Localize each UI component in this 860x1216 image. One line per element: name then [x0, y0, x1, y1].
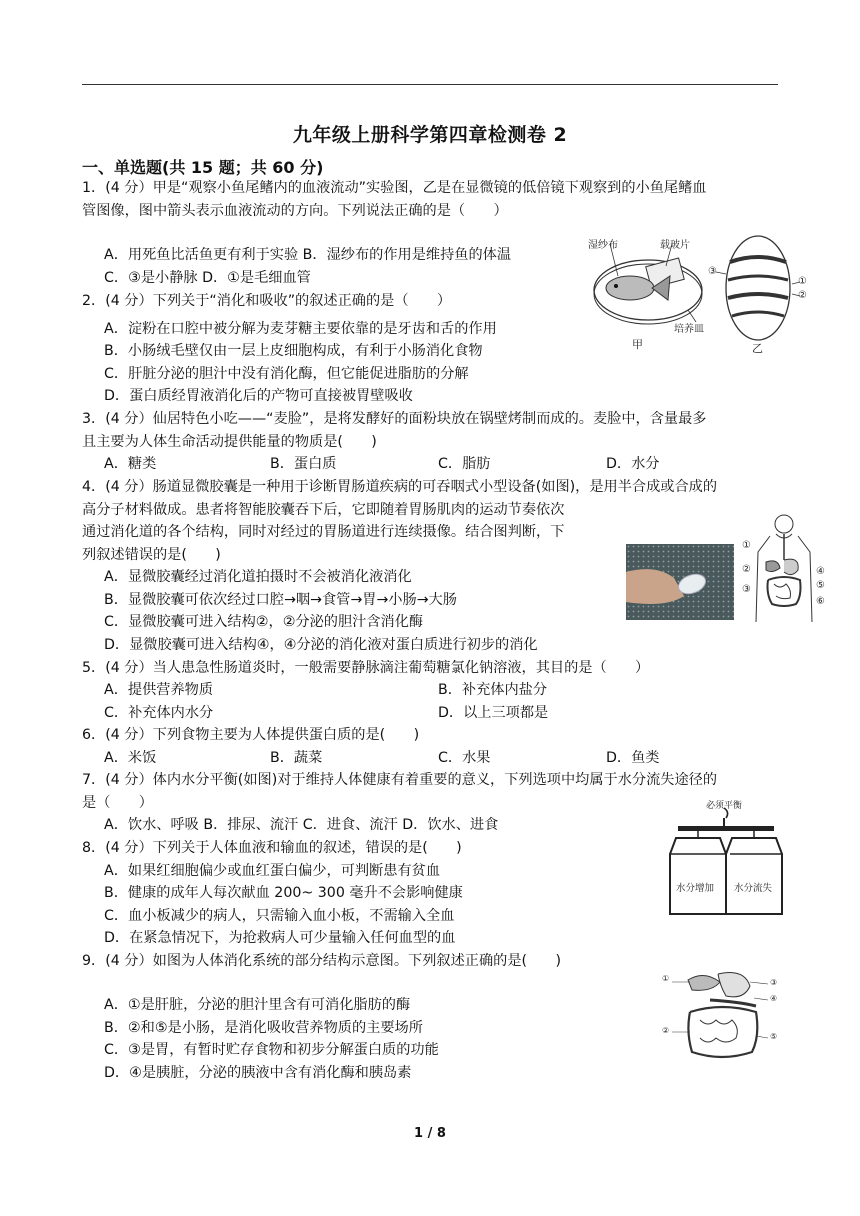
section-heading: 一、单选题(共 15 题；共 60 分)	[82, 158, 324, 177]
q4-capsule-photo	[626, 544, 734, 620]
q8-option-d: D．在紧急情况下，为抢救病人可少量输入任何血型的血	[104, 930, 456, 946]
q4-option-c: C．显微胶囊可进入结构②，②分泌的胆汁含消化酶	[104, 614, 424, 630]
q4-option-b: B．显微胶囊可依次经过口腔→咽→食管→胃→小肠→大肠	[104, 592, 457, 608]
q5-option-a: A．提供营养物质	[104, 682, 214, 698]
q2-option-a: A．淀粉在口腔中被分解为麦芽糖主要依靠的是牙齿和舌的作用	[104, 321, 497, 337]
q5-option-c: C．补充体内水分	[104, 705, 214, 721]
q1-figure-jia	[588, 232, 706, 350]
q7-options: A．饮水、呼吸 B．排尿、流汗 C．进食、流汗 D．饮水、进食	[104, 817, 499, 833]
q1-fig-label-wet-gauze: 湿纱布	[588, 240, 618, 251]
q2-stem: 2．(4 分）下列关于“消化和吸收”的叙述正确的是（ ）	[82, 293, 452, 309]
blood-vessel-illustration	[708, 232, 808, 354]
q4-stem-line2: 高分子材料做成。患者将智能胶囊吞下后，它即随着胃肠肌肉的运动节奏依次	[82, 502, 565, 518]
q9-fig-label-3: ③	[770, 978, 778, 987]
q7-stem-line2: 是（ ）	[82, 795, 153, 811]
q1-fig-label-dish: 培养皿	[674, 324, 704, 335]
q3-stem-line1: 3．(4 分）仙居特色小吃——“麦脸”，是将发酵好的面粉块放在锅壁烤制而成的。麦脸中，含量最多	[82, 411, 707, 427]
q5-option-b: B．补充体内盐分	[438, 682, 548, 698]
q6-option-d: D．鱼类	[606, 750, 660, 766]
q9-stem: 9．(4 分）如图为人体消化系统的部分结构示意图。下列叙述正确的是( )	[82, 953, 561, 969]
q3-option-d: D．水分	[606, 456, 660, 472]
q8-option-b: B．健康的成年人每次献血 200~ 300 毫升不会影响健康	[104, 885, 463, 901]
q1-fig-label-2: ②	[798, 290, 807, 301]
q9-fig-label-4: ④	[770, 994, 778, 1003]
q6-option-b: B．蔬菜	[270, 750, 323, 766]
q3-option-a: A．糖类	[104, 456, 157, 472]
q8-option-a: A．如果红细胞偏少或血红蛋白偏少，可判断患有贫血	[104, 863, 441, 879]
q1-fig-label-1: ①	[798, 276, 807, 287]
q9-option-d: D．④是胰脏，分泌的胰液中含有消化酶和胰岛素	[104, 1065, 412, 1081]
q7-fig-label-balance: 必须平衡	[706, 801, 743, 811]
q4-fig-label-1: ①	[742, 540, 751, 551]
q6-option-c: C．水果	[438, 750, 491, 766]
q4-option-a: A．显微胶囊经过消化道拍摄时不会被消化液消化	[104, 569, 412, 585]
page-title: 九年级上册科学第四章检测卷 2	[292, 124, 568, 146]
q9-fig-label-5: ⑤	[770, 1032, 778, 1041]
q4-digestive-body-diagram	[740, 512, 826, 628]
q4-fig-label-5: ⑤	[816, 580, 825, 591]
q7-balance-figure	[654, 796, 794, 926]
q4-fig-label-6: ⑥	[816, 596, 825, 607]
q8-stem: 8．(4 分）下列关于人体血液和输血的叙述，错误的是( )	[82, 840, 462, 856]
q9-option-a: A．①是肝脏，分泌的胆汁里含有可消化脂肪的酶	[104, 997, 411, 1013]
header-rule	[82, 84, 778, 85]
q1-figure-yi	[708, 232, 808, 354]
q1-options-line2: C．③是小静脉 D．①是毛细血管	[104, 270, 311, 286]
q4-fig-label-2: ②	[742, 564, 751, 575]
q1-stem-line2: 管图像，图中箭头表示血液流动的方向。下列说法正确的是（ ）	[82, 203, 508, 219]
q1-fig-label-jia: 甲	[632, 338, 643, 351]
q4-stem-line1: 4．(4 分）肠道显微胶囊是一种用于诊断胃肠道疾病的可吞咽式小型设备(如图)，是用半合成或合成的	[82, 479, 718, 495]
q2-option-c: C．肝脏分泌的胆汁中没有消化酶，但它能促进脂肪的分解	[104, 366, 469, 382]
q7-fig-label-water-loss: 水分流失	[734, 883, 773, 894]
q9-option-b: B．②和⑤是小肠，是消化吸收营养物质的主要场所	[104, 1020, 423, 1036]
q4-stem-line3: 通过消化道的各个结构，同时对经过的胃肠道进行连续摄像。结合图判断，下	[82, 524, 565, 540]
q6-stem: 6．(4 分）下列食物主要为人体提供蛋白质的是( )	[82, 727, 420, 743]
q1-fig-label-slide: 载玻片	[660, 240, 690, 251]
q5-stem: 5．(4 分）当人患急性肠道炎时，一般需要静脉滴注葡萄糖氯化钠溶液，其目的是（ ）	[82, 660, 650, 676]
q1-stem-line1: 1．(4 分）甲是“观察小鱼尾鳍内的血液流动”实验图，乙是在显微镜的低倍镜下观察到的小鱼尾鳍血	[82, 180, 707, 196]
q9-option-c: C．③是胃，有暂时贮存食物和初步分解蛋白质的功能	[104, 1042, 439, 1058]
human-body-digestive-illustration	[740, 512, 826, 628]
q4-option-d: D．显微胶囊可进入结构④，④分泌的消化液对蛋白质进行初步的消化	[104, 637, 538, 653]
q8-option-c: C．血小板减少的病人，只需输入血小板，不需输入全血	[104, 908, 455, 924]
q9-fig-label-1: ①	[662, 974, 670, 983]
capsule-in-hand-illustration	[626, 544, 734, 620]
q1-options-line1: A．用死鱼比活鱼更有利于实验 B．湿纱布的作用是维持鱼的体温	[104, 247, 512, 263]
q2-option-d: D．蛋白质经胃液消化后的产物可直接被胃壁吸收	[104, 388, 413, 404]
q1-fig-label-yi: 乙	[752, 342, 763, 355]
q9-digestive-system-figure	[660, 966, 800, 1070]
digestive-organs-illustration	[660, 966, 800, 1070]
q9-fig-label-2: ②	[662, 1026, 670, 1035]
q4-stem-line4: 列叙述错误的是( )	[82, 547, 221, 563]
q1-fig-label-3: ③	[708, 266, 717, 277]
page-number: 1 / 8	[414, 1126, 446, 1141]
q2-option-b: B．小肠绒毛壁仅由一层上皮细胞构成，有利于小肠消化食物	[104, 343, 483, 359]
q5-option-d: D．以上三项都是	[438, 705, 549, 721]
water-balance-scale-illustration	[654, 796, 794, 926]
q4-fig-label-4: ④	[816, 566, 825, 577]
q3-stem-line2: 且主要为人体生命活动提供能量的物质是( )	[82, 434, 377, 450]
q7-fig-label-water-gain: 水分增加	[676, 883, 715, 894]
q3-option-b: B．蛋白质	[270, 456, 337, 472]
q7-stem-line1: 7．(4 分）体内水分平衡(如图)对于维持人体健康有着重要的意义，下列选项中均属于水分流失途径的	[82, 772, 718, 788]
q6-option-a: A．米饭	[104, 750, 157, 766]
q4-fig-label-3: ③	[742, 584, 751, 595]
q3-option-c: C．脂肪	[438, 456, 491, 472]
